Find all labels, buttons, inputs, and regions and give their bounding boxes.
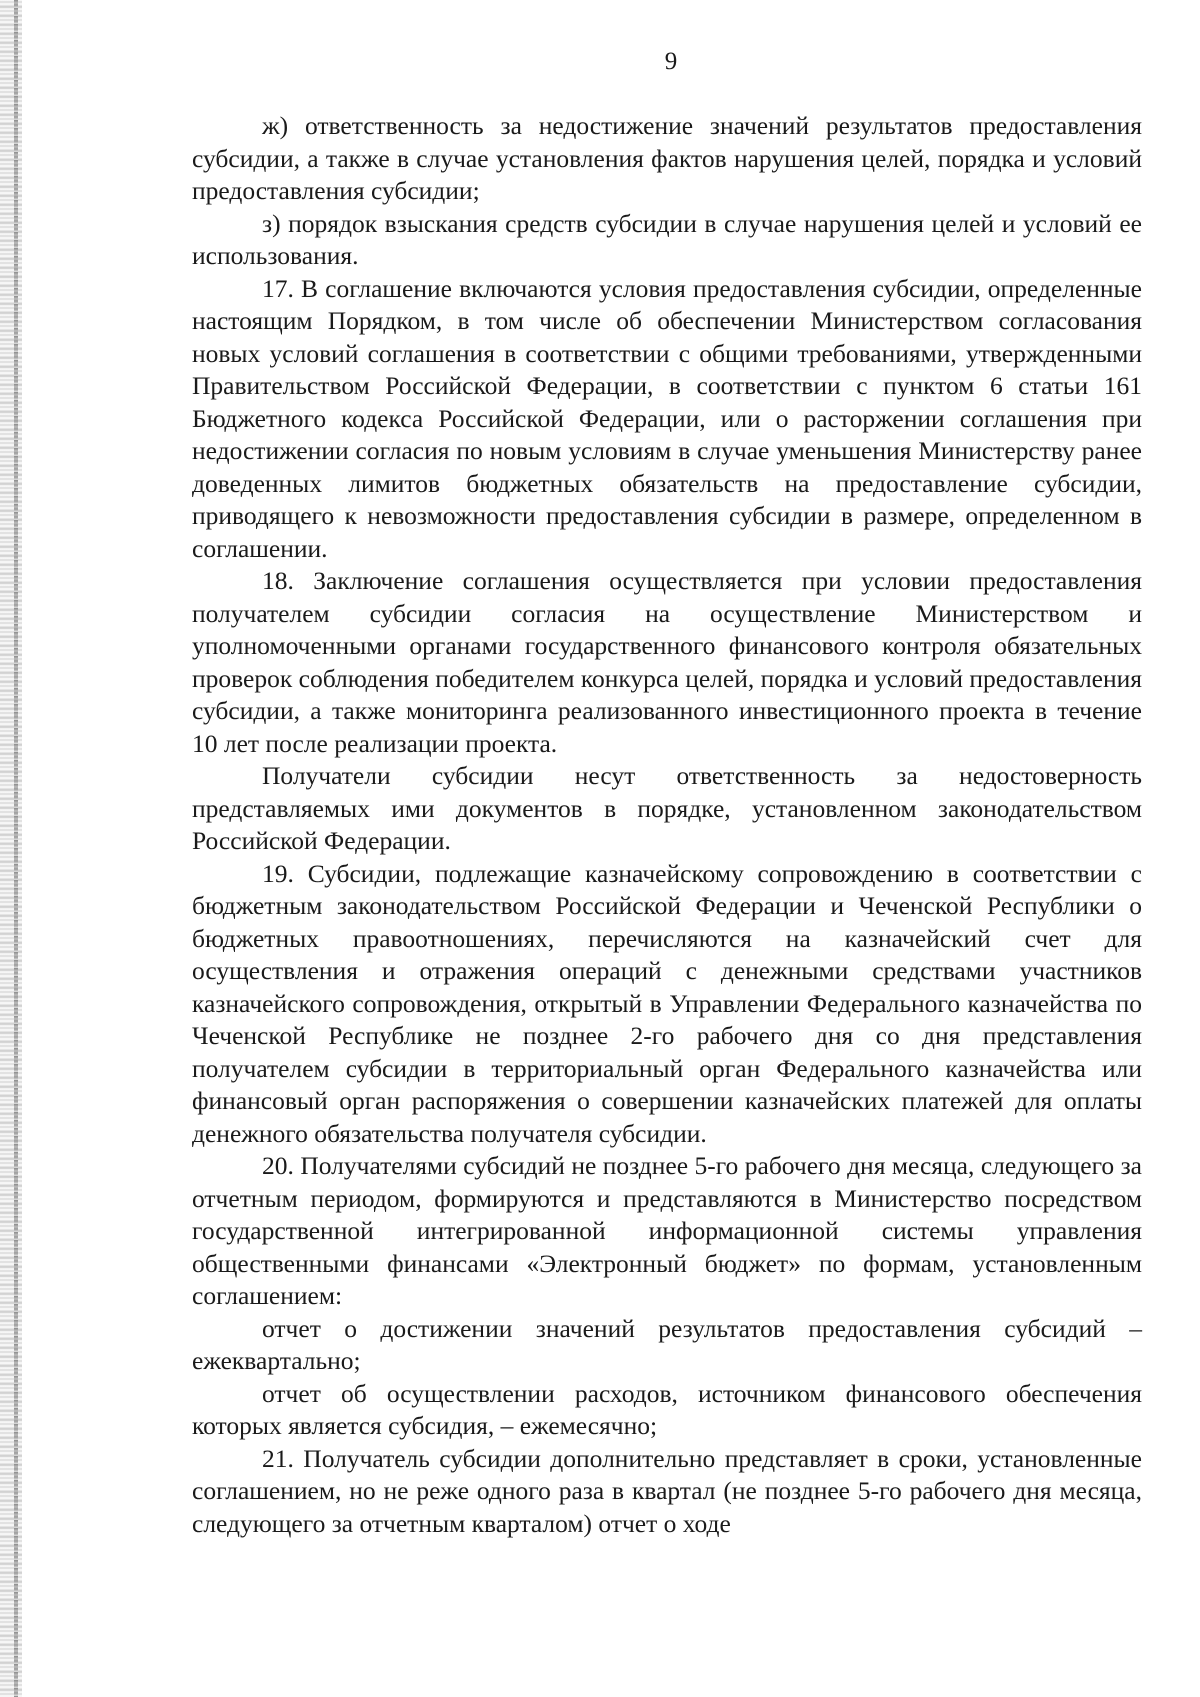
paragraph-18: 18. Заключение соглашения осуществляется при условии предоставления получателем субсидии согласия на осуществление Министерством и уполномоченными органами государственного финансового контроля обязательных проверок соблюдения победителем конкурса целей, порядка и условий предоставления субсидии, а также мониторинга реализованного инвестиционного проекта в течение 10 лет после реализации проекта. (192, 566, 1143, 758)
paragraph-20: 20. Получателями субсидий не позднее 5-го рабочего дня месяца, следующего за отчетным периодом, формируются и представляются в Министерство посредством государственной интегрированной информационной системы управления общественными финансами «Электронный бюджет» по формам, установленным соглашением: (192, 1151, 1142, 1310)
paragraph-21: 21. Получатель субсидии дополнительно представляет в сроки, установленные соглашением, но не реже одного раза в квартал (не позднее 5-го рабочего дня месяца, следующего за отчетным кварталом) отчет о ходе (192, 1443, 1142, 1538)
paragraph-zh: ж) ответственность за недостижение значений результатов предоставления субсидии, а также в случае установления фактов нарушения целей, порядка и условий предоставления субсидии; (192, 111, 1142, 205)
paragraph-report-results: отчет о достижении значений результатов предоставления субсидий – ежеквартально; (192, 1313, 1142, 1375)
page-number: 9 (664, 48, 678, 75)
paragraph-report-expenses: отчет об осуществлении расходов, источником финансового обеспечения которых является субсидия, – ежемесячно; (192, 1378, 1142, 1440)
paragraph-19: 19. Субсидии, подлежащие казначейскому сопровождению в соответствии с бюджетным законодательством Российской Федерации и Чеченской Республики о бюджетных правоотношениях, перечисляются на казначейский счет для осуществления и отражения операций с денежными средствами участников казначейского сопровождения, открытый в Управлении Федерального казначейства по Чеченской Республике не позднее 2-го рабочего дня со дня представления получателем субсидии в территориальный орган Федерального казначейства или финансовый орган распоряжения о совершении казначейских платежей для оплаты денежного обязательства получателя субсидии. (192, 858, 1142, 1148)
document-body (192, 110, 1142, 1540)
paragraph-17: 17. В соглашение включаются условия предоставления субсидии, определенные настоящим Порядком, в том числе об обеспечении Министерством согласования новых условий соглашения в соответствии с общими требованиями, утвержденными Правительством Российской Федерации, в соответствии с пунктом 6 статьи 161 Бюджетного кодекса Российской Федерации, или о расторжении соглашения при недостижении согласия по новым условиям в случае уменьшения Министерству ранее доведенных лимитов бюджетных обязательств на предоставление субсидии, приводящего к невозможности предоставления субсидии в размере, определенном в соглашении. (192, 273, 1142, 563)
paragraph-z: з) порядок взыскания средств субсидии в случае нарушения целей и условий ее использования. (192, 208, 1142, 270)
paragraph-recipients-responsibility: Получатели субсидии несут ответственность за недостоверность представляемых ими документов в порядке, установленном законодательством Российской Федерации. (192, 761, 1142, 855)
scan-edge (0, 0, 22, 1697)
